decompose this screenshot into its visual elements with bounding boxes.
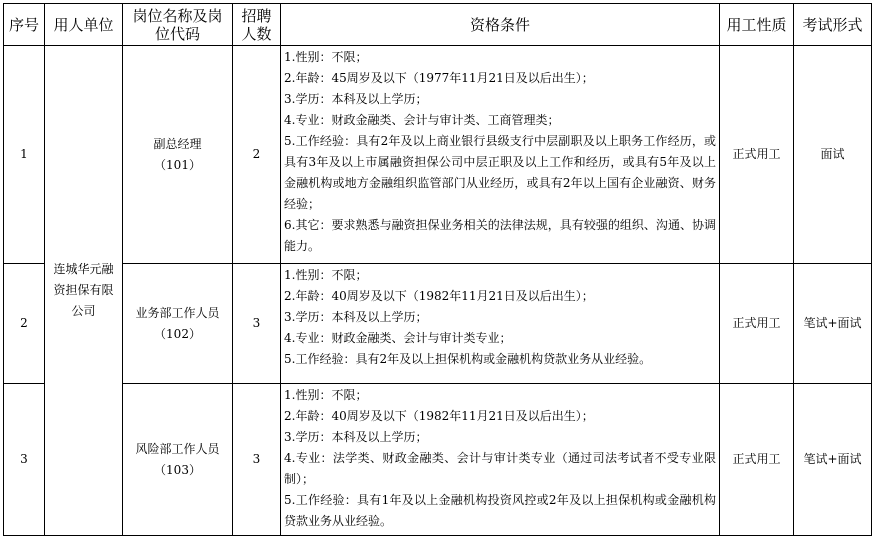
row-employment-type: 正式用工 — [720, 264, 794, 384]
row-seq: 3 — [4, 384, 45, 536]
qualification-line: 1.性别：不限； — [284, 388, 368, 402]
table-row — [4, 384, 872, 536]
qualification-line: 2.年龄：40周岁及以下（1982年11月21日及以后出生）； — [284, 289, 594, 303]
row-exam-format: 面试 — [794, 46, 872, 264]
position-cell — [123, 264, 233, 384]
qualification-line: 5.工作经验：具有1年及以上金融机构投资风控或2年及以上担保机构或金融机构贷款业务从业经验。 — [284, 493, 716, 528]
qualification-line: 4.专业：法学类、财政金融类、会计与审计类专业（通过司法考试者不受专业限制）； — [284, 451, 716, 486]
position-code: （102） — [154, 326, 201, 341]
qualification-line: 3.学历：本科及以上学历； — [284, 92, 428, 106]
row-seq: 1 — [4, 46, 45, 264]
table-row — [4, 264, 872, 384]
qualification-line: 1.性别：不限； — [284, 50, 368, 64]
qualification-line: 1.性别：不限； — [284, 268, 368, 282]
header-qualifications: 资格条件 — [281, 4, 720, 46]
qualification-line: 3.学历：本科及以上学历； — [284, 310, 428, 324]
recruitment-table — [3, 3, 872, 536]
position-cell — [123, 46, 233, 264]
qualification-line: 5.工作经验：具有2年及以上商业银行县级支行中层副职及以上职务工作经历，或具有3年及以上市属融资担保公司中层正职及以上工作和经历，或具有5年及以上金融机构或地方金融组织监管部门从业经历，或具有2年以上国有企业融资、财务经验； — [284, 134, 716, 211]
row-employment-type: 正式用工 — [720, 384, 794, 536]
header-unit: 用人单位 — [45, 4, 123, 46]
row-seq: 2 — [4, 264, 45, 384]
position-name: 副总经理 — [153, 136, 202, 151]
row-count: 2 — [233, 46, 281, 264]
position-name: 业务部工作人员 — [135, 305, 220, 320]
unit-name: 连城华元融资担保有限公司 — [45, 46, 123, 536]
row-employment-type: 正式用工 — [720, 46, 794, 264]
qualification-line: 4.专业：财政金融类、会计与审计类专业； — [284, 331, 512, 345]
header-position: 岗位名称及岗位代码 — [123, 4, 233, 46]
header-count: 招聘人数 — [233, 4, 281, 46]
header-row — [4, 4, 872, 46]
qualifications-cell — [281, 384, 720, 536]
position-cell — [123, 384, 233, 536]
row-exam-format: 笔试+面试 — [794, 264, 872, 384]
qualification-line: 3.学历：本科及以上学历； — [284, 430, 428, 444]
table-row — [4, 46, 872, 264]
row-count: 3 — [233, 264, 281, 384]
qualifications-cell — [281, 46, 720, 264]
row-exam-format: 笔试+面试 — [794, 384, 872, 536]
position-name: 风险部工作人员 — [135, 441, 220, 456]
header-employment-type: 用工性质 — [720, 4, 794, 46]
qualifications-cell — [281, 264, 720, 384]
qualification-line: 2.年龄：40周岁及以下（1982年11月21日及以后出生）； — [284, 409, 594, 423]
qualification-line: 5.工作经验：具有2年及以上担保机构或金融机构贷款业务从业经验。 — [284, 352, 652, 366]
row-count: 3 — [233, 384, 281, 536]
qualification-line: 6.其它：要求熟悉与融资担保业务相关的法律法规，具有较强的组织、沟通、协调能力。 — [284, 218, 716, 253]
position-code: （101） — [154, 157, 201, 172]
header-seq: 序号 — [4, 4, 45, 46]
qualification-line: 4.专业：财政金融类、会计与审计类、工商管理类； — [284, 113, 560, 127]
position-code: （103） — [154, 462, 201, 477]
header-exam-format: 考试形式 — [794, 4, 872, 46]
qualification-line: 2.年龄：45周岁及以下（1977年11月21日及以后出生）； — [284, 71, 594, 85]
